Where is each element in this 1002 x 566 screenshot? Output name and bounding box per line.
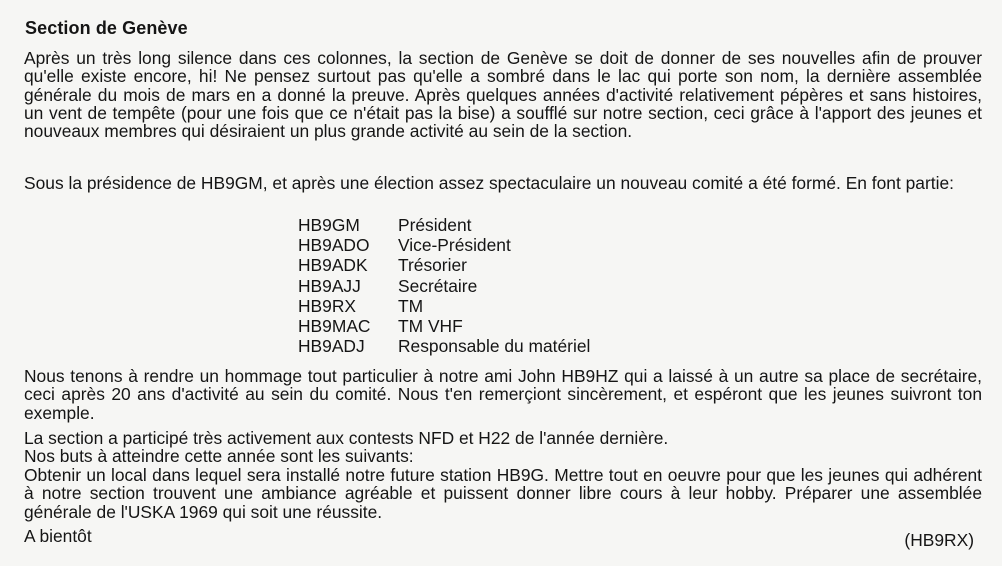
committee-row <box>298 316 590 336</box>
goals-heading: Nos buts à atteindre cette année sont les suivants: <box>24 446 414 466</box>
goals-paragraph: Obtenir un local dans lequel sera installé notre future station HB9G. Mettre tout en oeuvre pour que les jeunes qui adhérent à notre section trouvent une ambiance agréable et puissent donner libre cours à leur hobby. Préparer une assemblée générale de l'USKA 1969 qui soit une réussite. <box>24 465 982 522</box>
committee-callsign: HB9RX <box>298 295 356 316</box>
committee-row <box>298 276 590 296</box>
committee-callsign: HB9ADK <box>298 255 368 276</box>
intro-paragraph: Après un très long silence dans ces colonnes, la section de Genève se doit de donner de ses nouvelles afin de prouver qu'elle existe encore, hi! Ne pensez surtout pas qu'elle a sombré dans le lac qui porte son nom, la dernière assemblée générale du mois de mars en a donné la preuve. Après quelques années d'activité relativement pépères et sans histoires, un vent de tempête (pour une fois que ce n'était pas la bise) a soufflé sur notre section, ceci grâce à l'apport des jeunes et nouveaux membres qui désiraient un plus grande activité au sein de la section. <box>24 48 982 142</box>
committee-role: Vice-Président <box>398 235 511 256</box>
signature: (HB9RX) <box>904 530 974 550</box>
committee-row <box>298 255 590 275</box>
committee-callsign: HB9MAC <box>298 316 371 337</box>
committee-row <box>298 336 590 356</box>
committee-role: Responsable du matériel <box>398 336 591 357</box>
committee-callsign: HB9GM <box>298 215 360 235</box>
committee-role: Secrétaire <box>398 275 478 296</box>
committee-role: Trésorier <box>398 255 467 276</box>
committee-callsign: HB9ADO <box>298 235 370 256</box>
election-paragraph: Sous la présidence de HB9GM, et après une élection assez spectaculaire un nouveau comité a été formé. En font partie: <box>24 173 954 193</box>
closing-text: A bientôt <box>24 526 92 546</box>
committee-row <box>298 215 590 235</box>
contests-paragraph: La section a participé très activement aux contests NFD et H22 de l'année dernière. <box>24 428 669 448</box>
committee-role: TM <box>398 295 424 316</box>
committee-role: Président <box>398 215 472 235</box>
committee-callsign: HB9ADJ <box>298 336 365 357</box>
committee-callsign: HB9AJJ <box>298 275 361 296</box>
committee-row <box>298 235 590 255</box>
committee-role: TM VHF <box>398 316 463 337</box>
committee-row <box>298 296 590 316</box>
tribute-paragraph: Nous tenons à rendre un hommage tout particulier à notre ami John HB9HZ qui a laissé à un autre sa place de secrétaire, ceci après 20 ans d'activité au sein du comité. Nous t'en remerçiont sincèrement, et espéront que les jeunes suivront ton exemple. <box>24 366 982 423</box>
committee-list <box>298 215 590 356</box>
section-title: Section de Genève <box>25 18 188 38</box>
